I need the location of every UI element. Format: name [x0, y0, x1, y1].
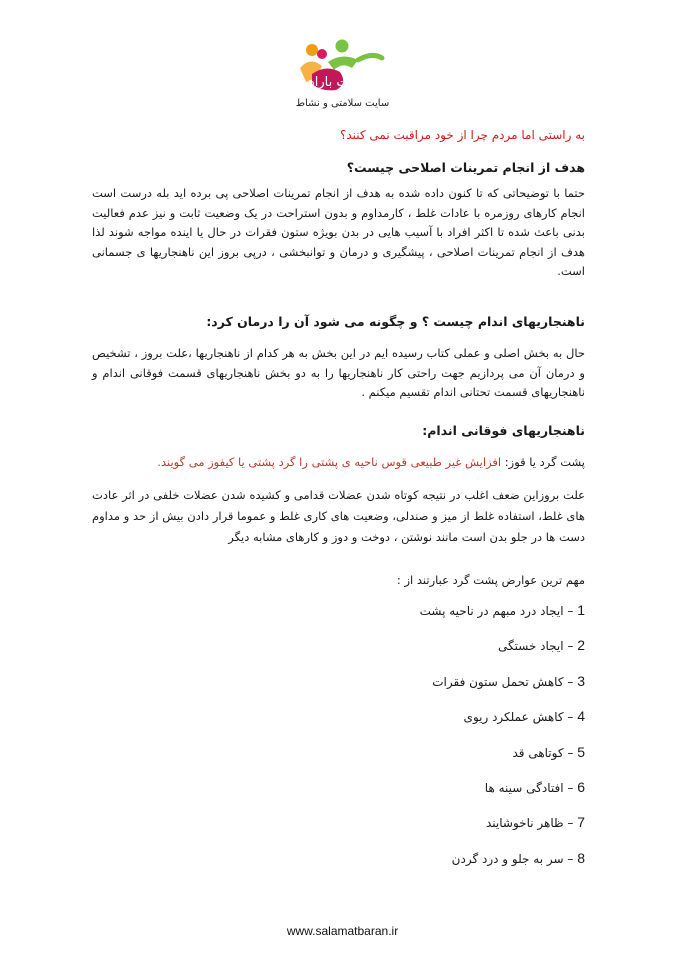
list-item: 3 – کاهش تحمل ستون فقرات	[432, 672, 585, 689]
footer-website-url[interactable]: www.salamatbaran.ir	[286, 924, 399, 938]
list-item: 5 – کوتاهی قد	[512, 743, 585, 760]
list-item: 8 – سر به جلو و درد گردن	[451, 849, 585, 866]
section-heading-upper-limb-abnormalities: ناهنجاریهای فوقانی اندام:	[422, 423, 585, 438]
article-question-title: به راستی اما مردم چرا از خود مراقبت نمی کنند؟	[339, 128, 585, 142]
kyphosis-definition: افزایش غیر طبیعی قوس ناحیه ی پشتی را گرد پشتی یا کیفوز می گویند.	[157, 455, 502, 469]
site-subtitle: سایت سلامتی و نشاط	[295, 98, 390, 109]
kyphosis-definition-line	[92, 455, 585, 469]
kyphosis-causes-paragraph: علت بروزاین ضعف اغلب در نتیجه کوتاه شدن عضلات قدامی و کشیده شدن عضلات خلفی در اثر عادت های غلط، استفاده غلط از میز و صندلی، وضعیت های کاری غلط و عموما قرار دادن بیش از حد و مداوم دست ها در جلو بدن است مانند نوشتن ، دوخت و دوز و کارهای مشابه دیگر	[92, 488, 585, 544]
section-heading-corrective-exercise-goal: هدف از انجام تمرینات اصلاحی چیست؟	[346, 160, 585, 175]
section-paragraph-corrective-exercise-goal: حتما با توضیحاتی که تا کنون داده شده به هدف از انجام تمرینات اصلاحی پی برده اید بله درست است انجام کارهای روزمره با عادات غلط ، کارمداوم و بدون استراحت در یک وضعیت ثابت و نیز عدم فعالیت بدنی باعث شده تا اکثر افراد با آسیب هایی در بدن بویژه ستون فقرات در حال یا اینده مواجه شوند لذا هدف از انجام تمرینات اصلاحی ، پیشگیری و درمان و توانبخشی ، درپی بروز این ناهنجاریها ی جسمانی است.	[92, 186, 585, 279]
complications-intro: مهم ترین عوارض پشت گرد عبارتند از :	[396, 573, 585, 587]
kyphosis-term: پشت گرد یا قوز:	[504, 455, 585, 469]
list-item: 4 – کاهش عملکرد ریوی	[463, 708, 585, 725]
complications-list	[92, 600, 585, 883]
section-paragraph-limb-abnormalities: حال به بخش اصلی و عملی کتاب رسیده ایم در این بخش به هر کدام از ناهنجاریها ،علت بروز ، تشخیص و درمان آن می پردازیم جهت راحتی کار ناهنجاریها را به دو بخش ناهنجاریهای قسمت فوقانی اندام و ناهنجاریهای قسمت تحتانی اندام تقسیم میکنم .	[92, 346, 585, 400]
list-item: 6 – افتادگی سینه ها	[484, 778, 585, 795]
list-item: 7 – ظاهر ناخوشایند	[486, 814, 585, 831]
list-item: 2 – ایجاد خستگی	[497, 637, 585, 654]
svg-text:سلامت باران: سلامت باران	[305, 75, 375, 90]
list-item: 1 – ایجاد درد مبهم در ناحیه پشت	[419, 602, 585, 618]
section-heading-limb-abnormalities: ناهنجاریهای اندام چیست ؟ و چگونه می شود آن را درمان کرد:	[206, 314, 585, 329]
salamatbaran-logo	[292, 38, 388, 94]
